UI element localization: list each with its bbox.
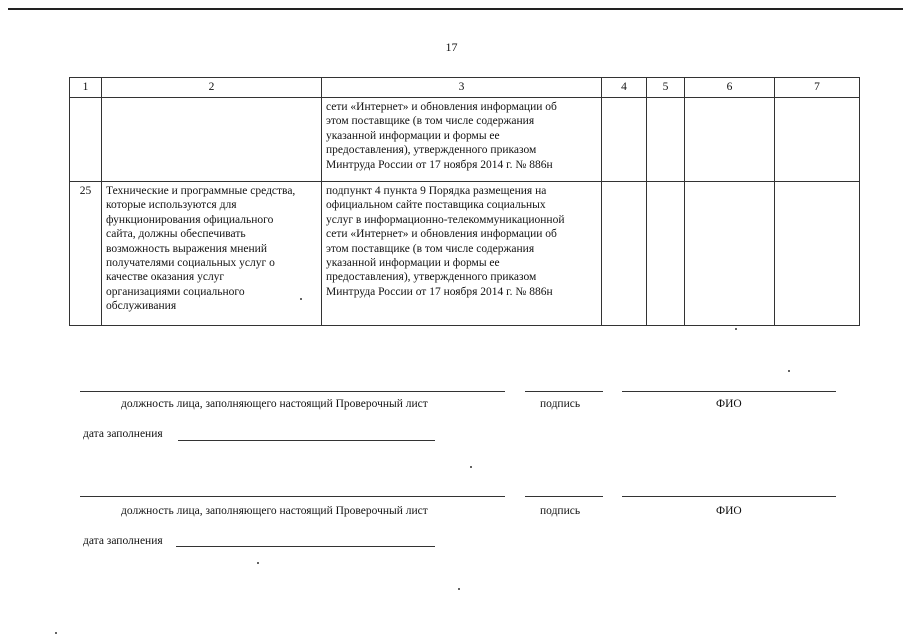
answer-cell-7[interactable] (775, 98, 860, 182)
checklist-table (69, 77, 860, 326)
position-line[interactable] (80, 496, 505, 497)
position-caption: должность лица, заполняющего настоящий Проверочный лист (121, 505, 428, 517)
requirement-cell: Технические и программные средства, которые используются для функционирования официального сайта, должны обеспечивать возможность выражения мнений получателями социальных услуг о качестве оказания услуг организациями социального обслуживания (102, 182, 322, 326)
requirement-cell (102, 98, 322, 182)
row-number (70, 98, 102, 182)
position-line[interactable] (80, 391, 505, 392)
answer-cell-4[interactable] (602, 98, 647, 182)
answer-cell-4[interactable] (602, 182, 647, 326)
legal-basis-cell: подпункт 4 пункта 9 Порядка размещения на официальном сайте поставщика социальных услуг в информационно-телекоммуникационной сети «Интернет» и обновления информации об этом поставщике (в том числе содержания указанной информации и формы ее предоставления), утвержденного приказом Минтруда России от 17 ноября 2014 г. № 886н (322, 182, 602, 326)
scan-speck (55, 632, 57, 634)
scan-speck (470, 466, 472, 468)
scan-border-line (8, 8, 903, 10)
table-row (70, 98, 860, 182)
scan-speck (257, 562, 259, 564)
header-col-1: 1 (70, 78, 102, 98)
page-number: 17 (445, 40, 458, 54)
date-line[interactable] (176, 546, 435, 547)
signature-caption: подпись (540, 505, 581, 517)
scan-speck (458, 588, 460, 590)
name-caption: ФИО (716, 505, 742, 517)
header-col-7: 7 (775, 78, 860, 98)
table-row (70, 182, 860, 326)
answer-cell-7[interactable] (775, 182, 860, 326)
date-caption: дата заполнения (83, 535, 163, 547)
date-caption: дата заполнения (83, 428, 163, 440)
scan-speck (735, 328, 737, 330)
table-header-row (70, 78, 860, 98)
row-number: 25 (70, 182, 102, 326)
scan-speck (300, 298, 302, 300)
answer-cell-6[interactable] (685, 98, 775, 182)
answer-cell-5[interactable] (647, 98, 685, 182)
scan-speck (788, 370, 790, 372)
legal-basis-cell: сети «Интернет» и обновления информации об этом поставщике (в том числе содержания указанной информации и формы ее предоставления), утвержденного приказом Минтруда России от 17 ноября 2014 г. № 886н (322, 98, 602, 182)
signature-caption: подпись (540, 398, 581, 410)
header-col-2: 2 (102, 78, 322, 98)
answer-cell-5[interactable] (647, 182, 685, 326)
header-col-5: 5 (647, 78, 685, 98)
name-line[interactable] (622, 391, 836, 392)
signature-line[interactable] (525, 496, 603, 497)
name-line[interactable] (622, 496, 836, 497)
signature-line[interactable] (525, 391, 603, 392)
header-col-4: 4 (602, 78, 647, 98)
position-caption: должность лица, заполняющего настоящий Проверочный лист (121, 398, 428, 410)
date-line[interactable] (178, 440, 435, 441)
header-col-3: 3 (322, 78, 602, 98)
header-col-6: 6 (685, 78, 775, 98)
name-caption: ФИО (716, 398, 742, 410)
answer-cell-6[interactable] (685, 182, 775, 326)
